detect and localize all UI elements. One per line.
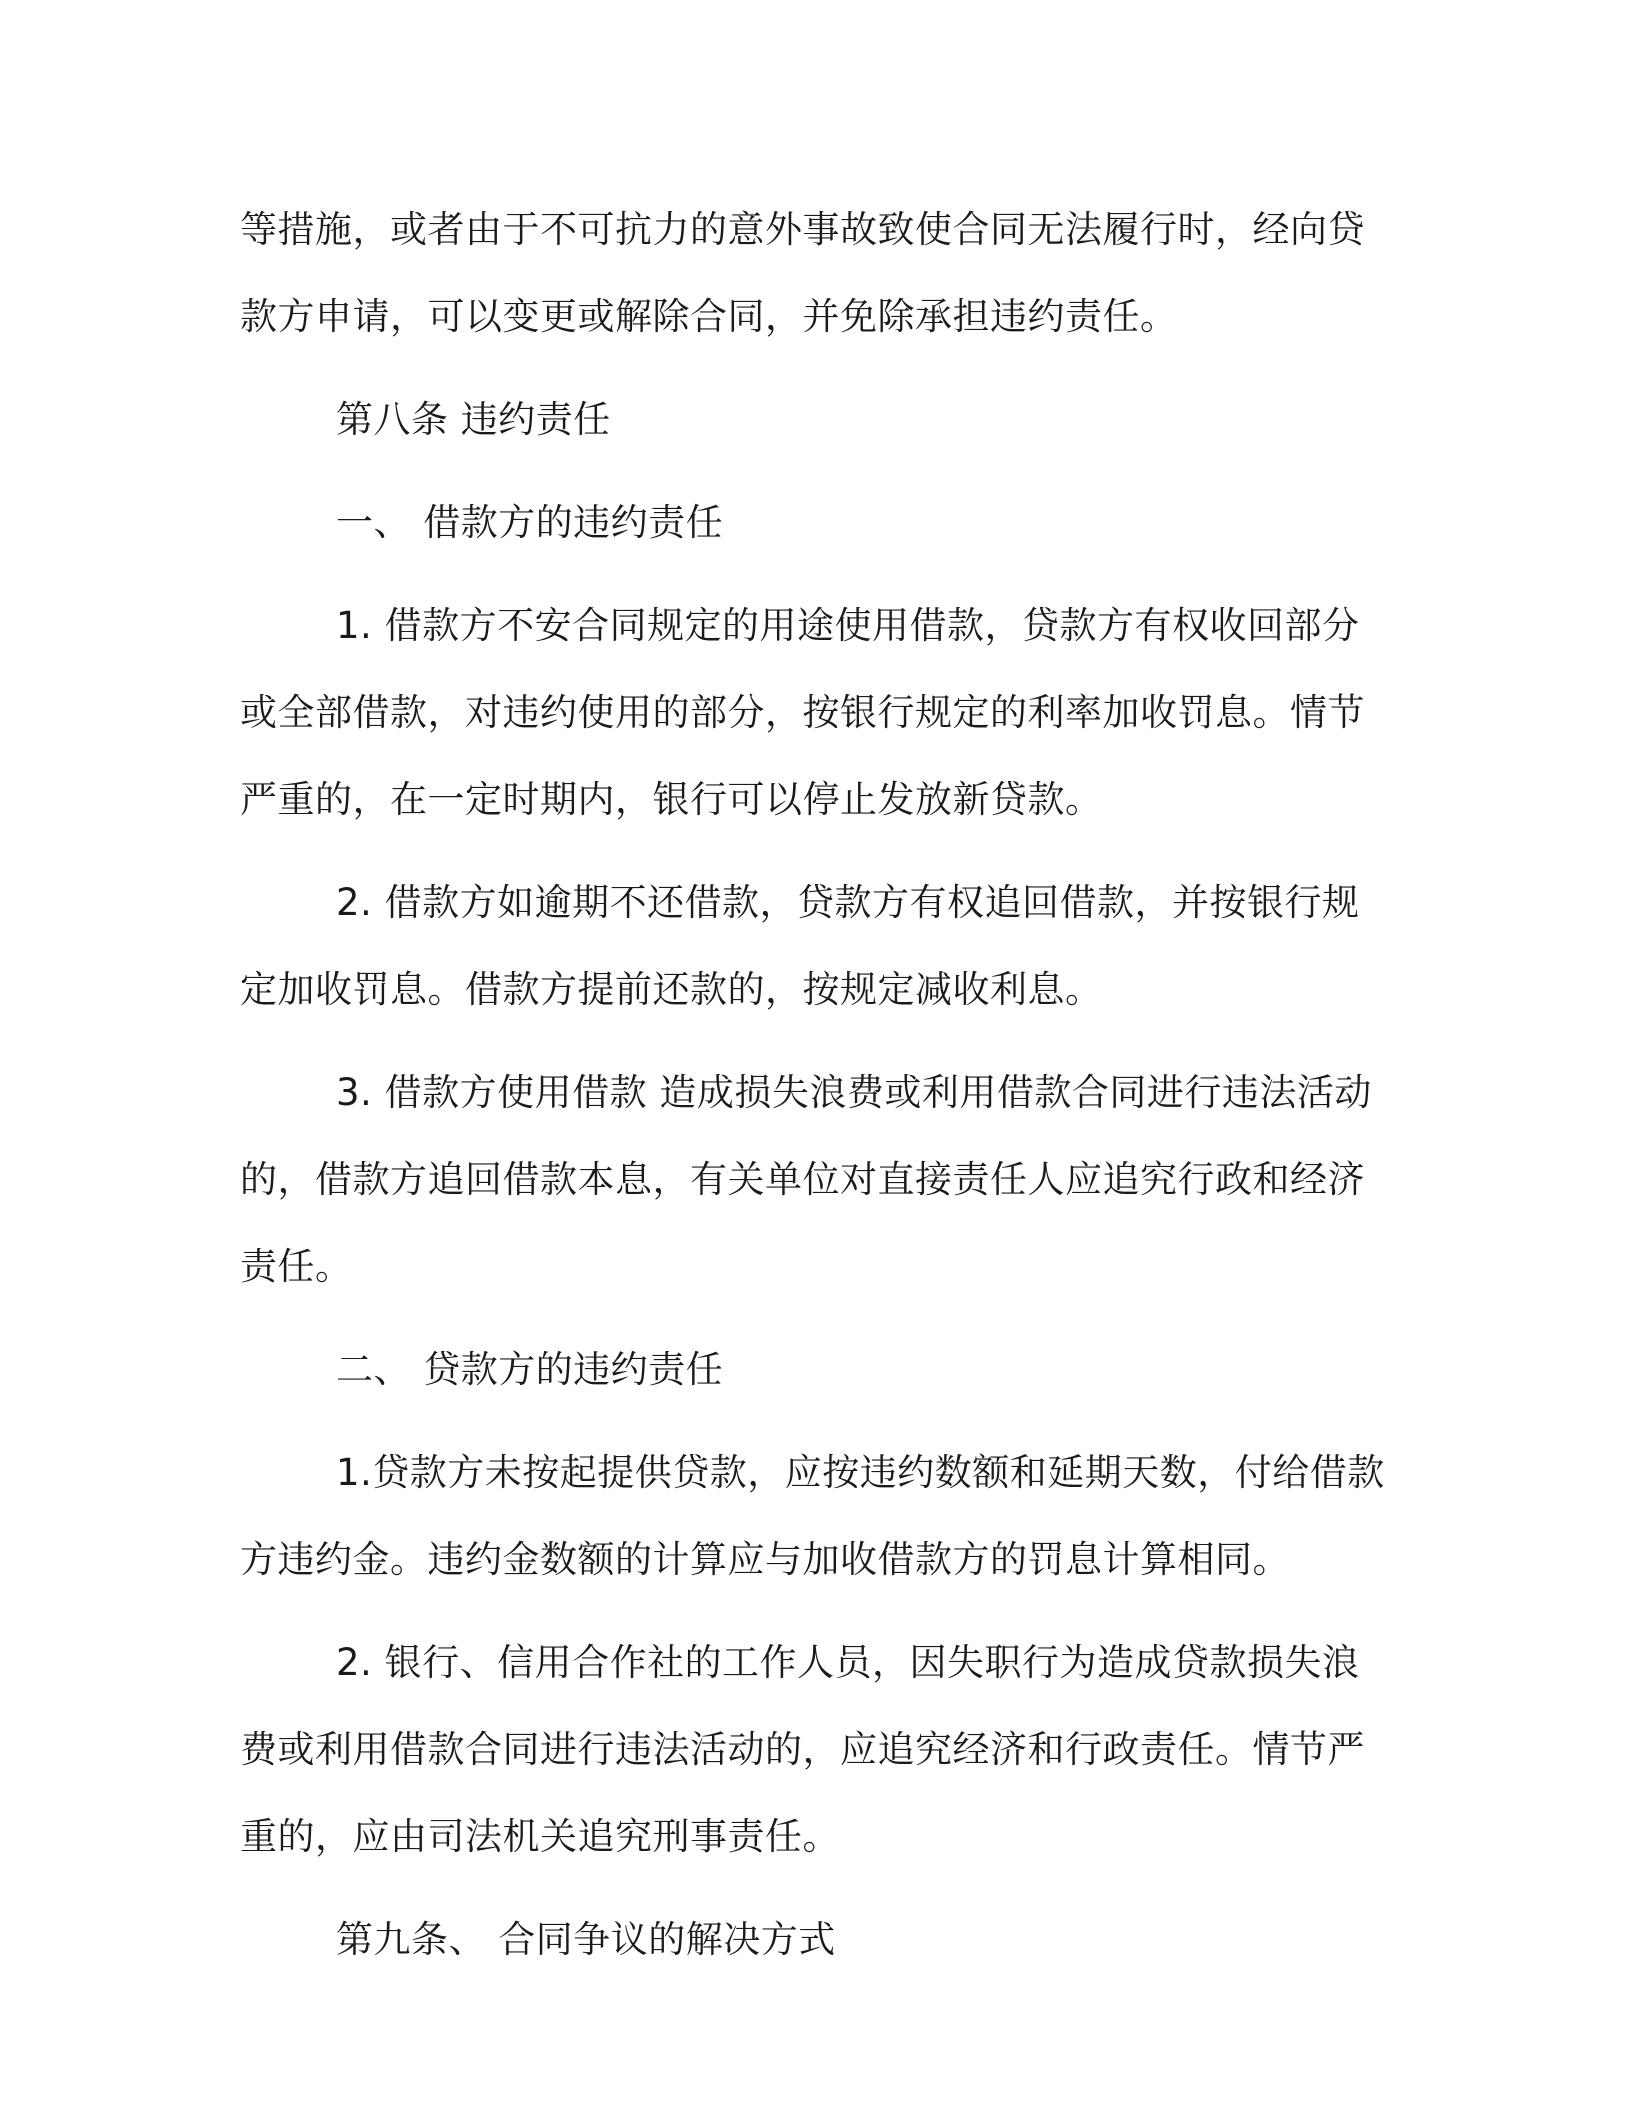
lender-clause-1: 1.贷款方未按起提供贷款，应按违约数额和延期天数，付给借款方违约金。违约金数额的计算应与加收借款方的罚息计算相同。 [240,1451,1385,1581]
borrower-clause-1: 1. 借款方不安合同规定的用途使用借款，贷款方有权收回部分或全部借款，对违约使用的部分，按银行规定的利率加收罚息。情节严重的，在一定时期内，银行可以停止发放新贷款。 [240,604,1365,821]
borrower-clause-3: 3. 借款方使用借款 造成损失浪费或利用借款合同进行违法活动的，借款方追回借款本息，有关单位对直接责任人应追究行政和经济责任。 [240,1071,1372,1288]
document-body [240,186,1392,1999]
section-borrower-liability-heading: 一、 借款方的违约责任 [336,501,724,544]
section-lender-liability-heading: 二、 贷款方的违约责任 [336,1348,724,1391]
paragraph-continuation: 等措施，或者由于不可抗力的意外事故致使合同无法履行时，经向贷款方申请，可以变更或解除合同，并免除承担违约责任。 [240,208,1365,338]
borrower-clause-2: 2. 借款方如逾期不还借款，贷款方有权追回借款，并按银行规定加收罚息。借款方提前还款的，按规定减收利息。 [240,881,1360,1011]
article-9-heading: 第九条、 合同争议的解决方式 [336,1918,836,1961]
lender-clause-2: 2. 银行、信用合作社的工作人员，因失职行为造成贷款损失浪费或利用借款合同进行违法活动的，应追究经济和行政责任。情节严重的，应由司法机关追究刑事责任。 [240,1641,1365,1858]
article-8-heading: 第八条 违约责任 [336,398,611,441]
